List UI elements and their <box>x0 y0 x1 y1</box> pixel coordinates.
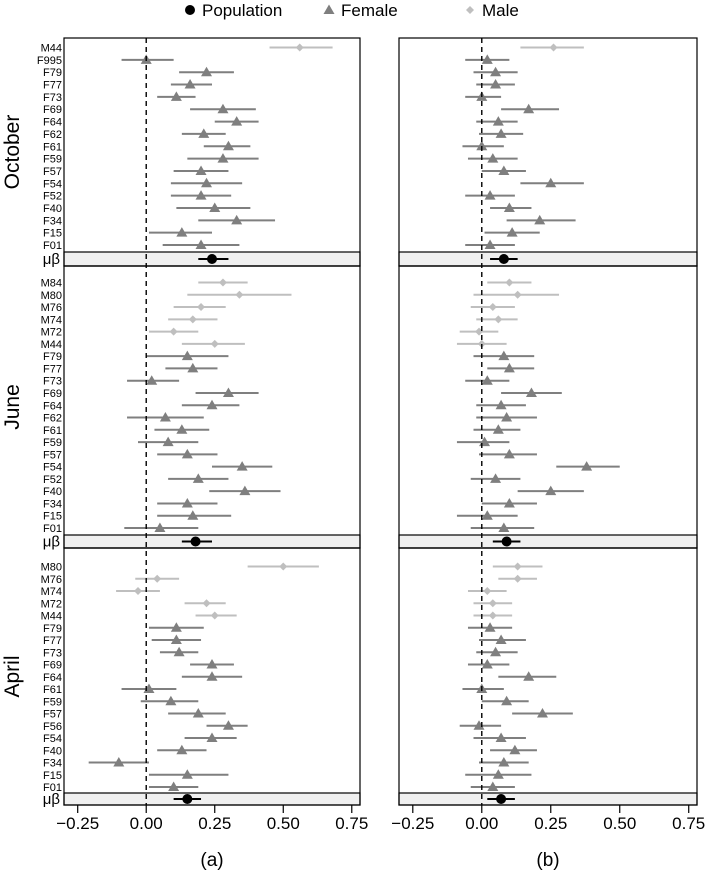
population-point <box>502 537 512 547</box>
row-label: M74 <box>40 314 62 327</box>
row-label: F54 <box>43 461 62 474</box>
point-m44 <box>211 340 219 348</box>
row-label: F56 <box>43 720 62 733</box>
row-label: F77 <box>43 79 62 92</box>
row-label: M84 <box>40 277 62 290</box>
point-m76 <box>489 303 497 311</box>
row-label: F52 <box>43 190 62 203</box>
x-tick-label: 0.25 <box>198 814 232 833</box>
panel-name-june: June <box>1 384 24 430</box>
row-label: F40 <box>43 202 62 215</box>
point-m80 <box>235 291 243 299</box>
row-label: F73 <box>43 91 62 104</box>
legend-male-marker <box>466 6 474 14</box>
row-label: F61 <box>43 424 62 437</box>
population-point <box>182 794 192 804</box>
point-m44 <box>296 44 304 52</box>
population-point <box>499 254 509 264</box>
chart-b <box>391 38 705 871</box>
population-point <box>496 794 506 804</box>
row-label: F59 <box>43 437 62 450</box>
chart-caption: (a) <box>200 850 224 871</box>
point-m74 <box>189 315 197 323</box>
row-label: F77 <box>43 363 62 376</box>
row-label: M44 <box>40 338 62 351</box>
row-label: F40 <box>43 745 62 758</box>
row-label: F15 <box>43 510 62 523</box>
row-label: M44 <box>40 42 62 55</box>
legend-population-label: Population <box>202 1 283 20</box>
x-tick-label: −0.25 <box>56 814 100 833</box>
x-tick-label: 0.75 <box>672 814 706 833</box>
row-label: F64 <box>43 671 62 684</box>
row-label: F40 <box>43 486 62 499</box>
row-label: F57 <box>43 708 62 721</box>
x-tick-label: 0.00 <box>465 814 499 833</box>
population-point <box>207 254 217 264</box>
point-m74 <box>494 315 502 323</box>
row-label: F79 <box>43 622 62 635</box>
legend-population-marker <box>185 5 195 15</box>
row-label: M72 <box>40 326 62 339</box>
row-label: M76 <box>40 302 62 315</box>
population-label: μβ <box>42 251 60 268</box>
population-point <box>191 537 201 547</box>
population-label: μβ <box>42 791 60 808</box>
row-label: F34 <box>43 757 62 770</box>
row-label: M76 <box>40 573 62 586</box>
panel-october <box>1 38 360 268</box>
row-label: F62 <box>43 412 62 425</box>
row-label: F59 <box>43 153 62 166</box>
population-strip <box>64 793 360 805</box>
row-label: M80 <box>40 561 62 574</box>
point-m84 <box>219 279 227 287</box>
row-label: F15 <box>43 769 62 782</box>
row-label: F01 <box>43 523 62 535</box>
legend-female-marker <box>324 5 335 15</box>
population-strip <box>399 793 697 805</box>
panel-name-april: April <box>1 655 24 698</box>
row-label: F73 <box>43 647 62 660</box>
population-strip <box>399 252 697 266</box>
row-label: F62 <box>43 128 62 141</box>
panel-june <box>399 266 697 548</box>
row-label: F61 <box>43 141 62 154</box>
panel-name-october: October <box>1 114 24 190</box>
chart-caption: (b) <box>536 850 560 871</box>
row-label: F79 <box>43 67 62 80</box>
row-label: F54 <box>43 178 62 191</box>
row-label: F77 <box>43 635 62 647</box>
legend-female-label: Female <box>341 1 398 20</box>
row-label: F15 <box>43 227 62 240</box>
population-label: μβ <box>42 533 60 551</box>
row-label: F34 <box>43 498 62 511</box>
point-m74 <box>483 587 491 595</box>
x-tick-label: 0.50 <box>266 814 300 833</box>
point-m44 <box>211 612 219 620</box>
legend-male-label: Male <box>482 1 519 20</box>
x-tick-label: −0.25 <box>391 814 435 833</box>
population-strip <box>399 535 697 548</box>
row-label: F57 <box>43 165 62 178</box>
point-m76 <box>197 303 205 311</box>
row-label: F69 <box>43 659 62 672</box>
point-m76 <box>153 575 161 583</box>
row-label: M80 <box>40 289 62 302</box>
point-m72 <box>489 599 497 607</box>
row-label: F64 <box>43 400 62 413</box>
row-label: F64 <box>43 116 62 129</box>
panel-frame <box>399 38 697 266</box>
panel-april <box>1 548 360 808</box>
row-label: F57 <box>43 449 62 462</box>
panel-april <box>399 548 697 805</box>
row-label: F59 <box>43 696 62 709</box>
point-m84 <box>505 279 513 287</box>
row-label: F54 <box>43 733 62 745</box>
row-label: M74 <box>40 586 62 598</box>
row-label: M44 <box>40 610 62 623</box>
row-label: F995 <box>36 54 62 67</box>
row-label: F34 <box>43 215 62 228</box>
x-tick-label: 0.00 <box>129 814 163 833</box>
row-label: F52 <box>43 473 62 486</box>
point-m80 <box>279 563 287 571</box>
panel-june <box>1 266 360 551</box>
point-m44 <box>489 612 497 620</box>
row-label: F69 <box>43 387 62 400</box>
x-tick-label: 0.50 <box>603 814 637 833</box>
panel-frame <box>399 266 697 548</box>
legend <box>185 1 519 20</box>
row-label: F79 <box>43 351 62 364</box>
row-label: F01 <box>43 240 62 252</box>
point-m80 <box>514 291 522 299</box>
point-m74 <box>134 587 142 595</box>
x-tick-label: 0.75 <box>335 814 369 833</box>
panel-october <box>399 38 697 266</box>
point-m44 <box>550 44 558 52</box>
point-m80 <box>514 563 522 571</box>
row-label: F69 <box>43 104 62 117</box>
row-label: F73 <box>43 375 62 388</box>
chart-a <box>1 38 368 871</box>
row-label: M72 <box>40 598 62 611</box>
x-tick-label: 0.25 <box>534 814 568 833</box>
point-m72 <box>203 599 211 607</box>
point-m76 <box>514 575 522 583</box>
row-label: F61 <box>43 684 62 696</box>
row-label: F01 <box>43 782 62 794</box>
point-m72 <box>170 328 178 336</box>
